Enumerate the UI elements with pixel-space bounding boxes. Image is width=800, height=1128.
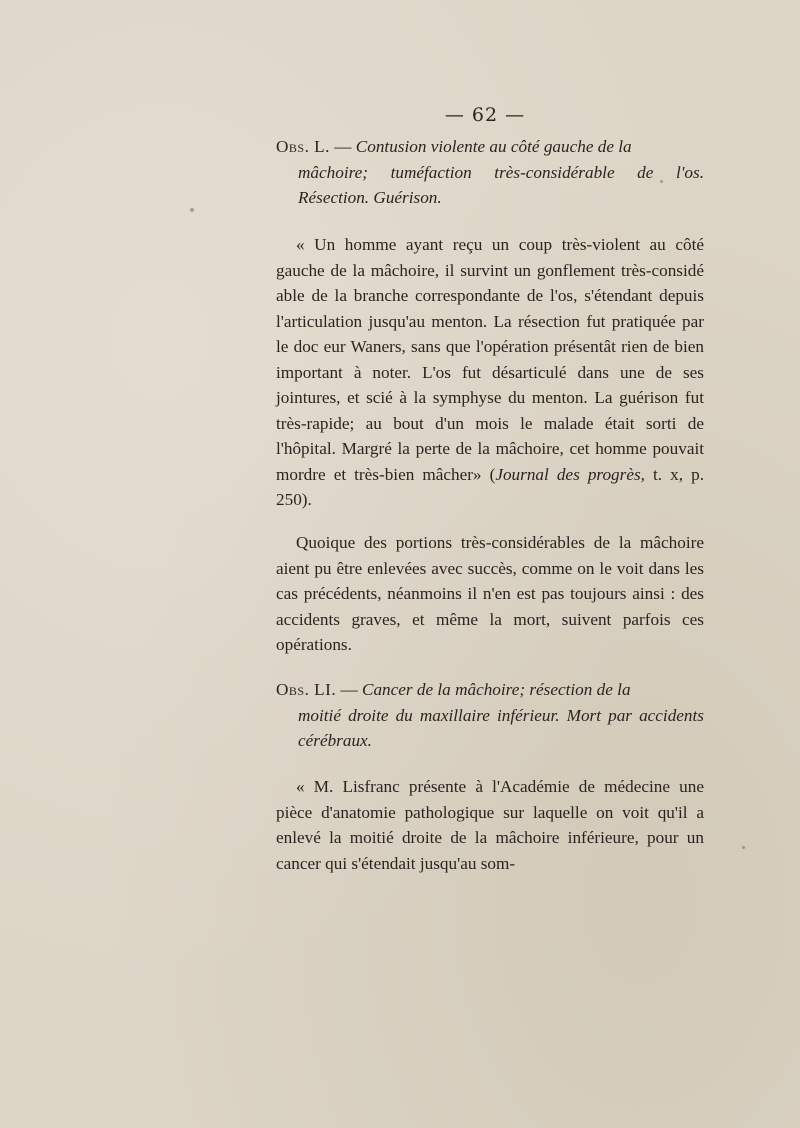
- paragraph-3-text: « M. Lisfranc présente à l'Académie de médecine une pièce d'anatomie pathologique sur laquelle on voit qu'il a enlevé la moitié droite de la mâchoire inférieure, pour un cancer qui s'étendait jusqu'au som-: [276, 777, 704, 873]
- obs-li-title-rest: moitié droite du maxillaire inférieur. Mort par accidents cérébraux.: [298, 705, 704, 750]
- citation-journal: Journal des progrès: [495, 464, 641, 484]
- page-number: — 62 —: [444, 104, 526, 126]
- obs-l-title-line1: Contusion violente au côté gauche de la: [355, 137, 632, 156]
- obs-li-heading: [276, 677, 704, 754]
- obs-li-dash: —: [336, 680, 362, 699]
- paragraph-1-body: « Un homme ayant reçu un coup très-violent au côté gauche de la mâchoire, il survint un gonflement très-considé able de la branche correspondante de l'os, s'étendant depuis l'articulation jusqu'au menton. La résection fut pratiquée par le doc eur Waners, sans que l'opération présentât rien de bien important à noter. L'os fut désarticulé dans une de ses jointures, et scié à la symphyse du menton. La guérison fut très-rapide; au bout d'un mois le malade était sorti de l'hôpital. Margré la perte de la mâchoire, cet homme pouvait mordre et très-bien mâcher»: [276, 235, 704, 484]
- paragraph-2: [276, 530, 704, 658]
- obs-l-label: Obs. L.: [276, 137, 330, 156]
- paragraph-1-text: [276, 232, 704, 513]
- paragraph-2-text: Quoique des portions très-considérables de la mâchoire aient pu être enlevées avec succès, comme on le voit dans les cas précédents, néanmoins il n'en est pas toujours ainsi : des accidents graves, et même la mort, suivent parfois ces opérations.: [276, 533, 704, 654]
- citation-open: (: [481, 464, 496, 484]
- paragraph-1: [276, 232, 704, 513]
- paper-speck: [742, 846, 745, 849]
- paper-speck: [190, 208, 194, 212]
- obs-li-heading-text: [276, 677, 704, 754]
- obs-li-label: Obs. LI.: [276, 680, 337, 699]
- obs-l-heading: [276, 134, 704, 211]
- paragraph-3: [276, 774, 704, 876]
- obs-li-title-line1: Cancer de la mâchoire; résection de la: [361, 680, 631, 699]
- citation-rest: , t. x, p. 250).: [276, 464, 704, 509]
- obs-l-heading-text: [276, 134, 704, 211]
- obs-l-title-rest: mâchoire; tuméfaction très-considérable de l'os. Résection. Guérison.: [298, 162, 704, 207]
- paper-speck: [660, 180, 663, 183]
- obs-l-dash: —: [329, 137, 356, 156]
